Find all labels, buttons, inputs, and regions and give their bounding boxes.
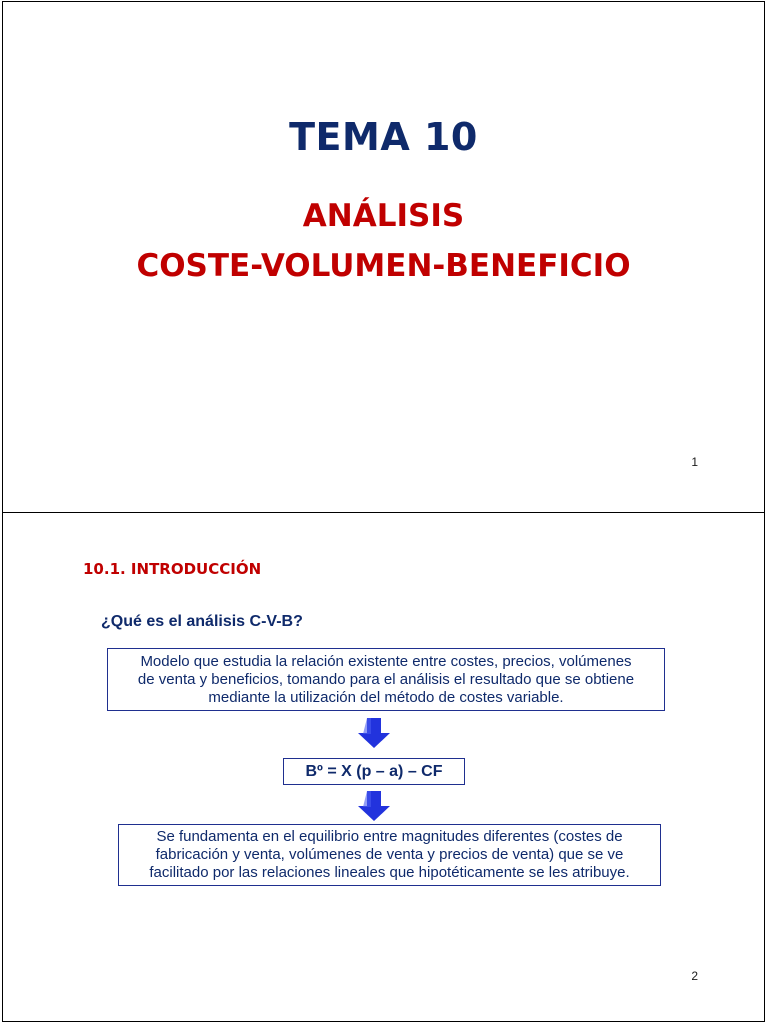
formula-text: Bº = X (p – a) – CF	[305, 763, 443, 780]
question-heading: ¿Qué es el análisis C-V-B?	[101, 613, 303, 630]
slide-subtitle-line-2: COSTE-VOLUMEN-BENEFICIO	[136, 248, 631, 284]
definition-line: de venta y beneficios, tomando para el análisis el resultado que se obtiene	[137, 671, 635, 688]
basis-line: facilitado por las relaciones lineales que hipotéticamente se les atribuye.	[149, 864, 630, 881]
page-number: 1	[691, 455, 698, 469]
basis-line: Se fundamenta en el equilibrio entre magnitudes diferentes (costes de	[156, 828, 623, 845]
definition-line: Modelo que estudia la relación existente entre costes, precios, volúmenes	[140, 653, 632, 670]
arrow-down-icon	[357, 718, 391, 748]
definition-box	[107, 648, 665, 711]
section-heading: 10.1. INTRODUCCIÓN	[83, 560, 262, 578]
basis-box	[118, 824, 661, 886]
slide-2	[2, 512, 765, 1022]
slide-1	[2, 1, 765, 513]
page-number: 2	[691, 969, 698, 983]
slide-title: TEMA 10	[289, 115, 478, 159]
formula-box	[283, 758, 465, 785]
arrow-down-icon	[357, 791, 391, 821]
definition-line: mediante la utilización del método de costes variable.	[208, 689, 564, 706]
slide-subtitle-line-1: ANÁLISIS	[302, 198, 465, 234]
basis-line: fabricación y venta, volúmenes de venta y precios de venta) que se ve	[155, 846, 624, 863]
